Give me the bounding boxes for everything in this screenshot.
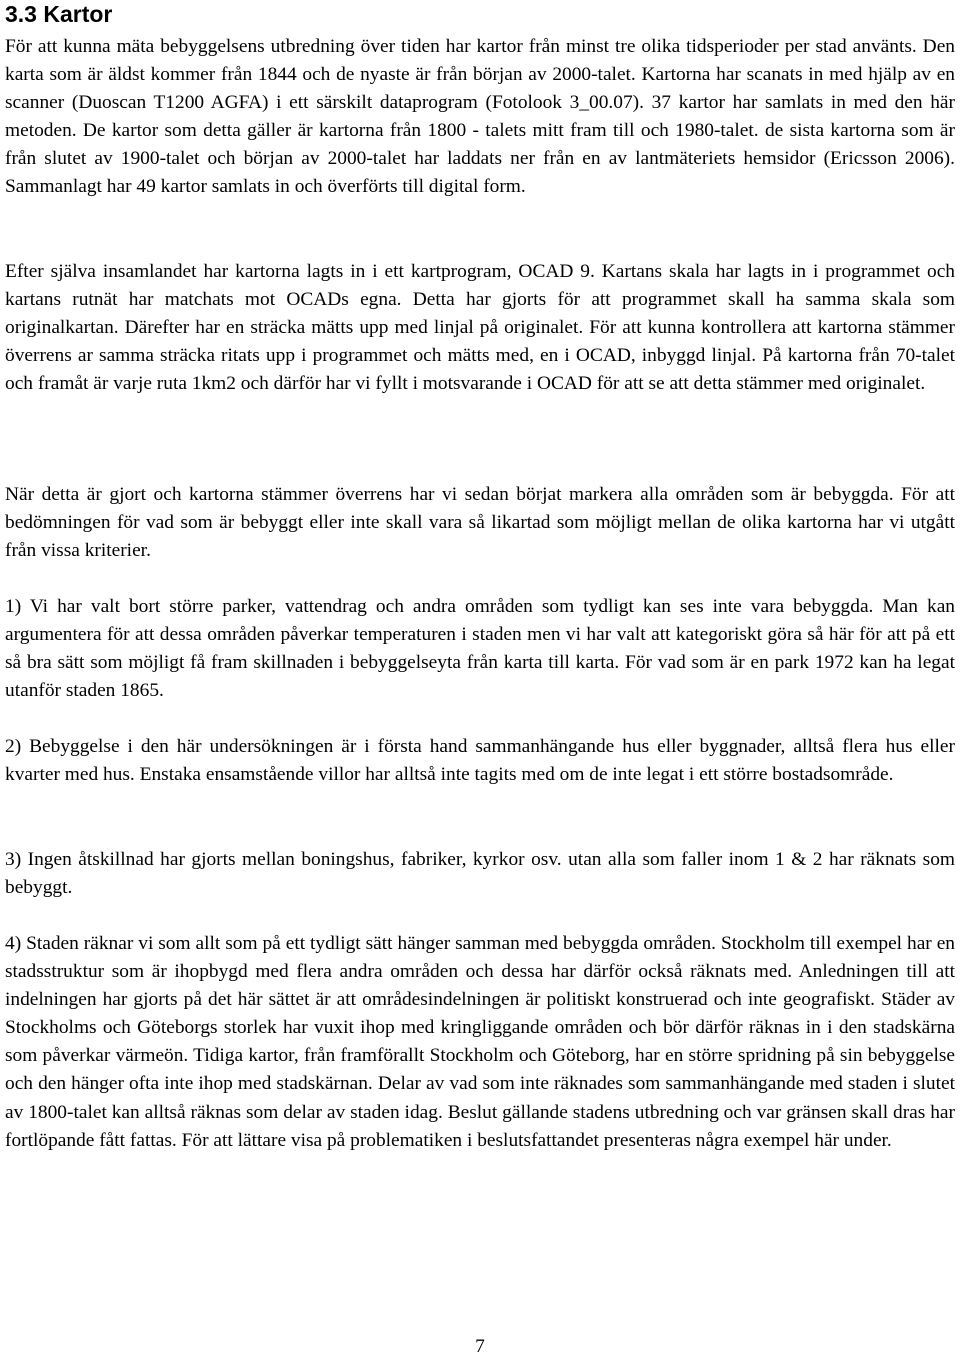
section-heading: 3.3 Kartor	[5, 1, 113, 27]
paragraph-ocad-processing: Efter själva insamlandet har kartorna lagts in i ett kartprogram, OCAD 9. Kartans skala har lagts in i programmet och kartans rutnät har matchats mot OCADs egna. Detta har gjorts för att programmet skall ha samma skala som originalkartan. Därefter har en sträcka mätts upp med linjal på originalet. För att kunna kontrollera att kartorna stämmer överrens ar samma sträcka ritats upp i programmet och mätts med, en i OCAD, inbyggd linjal. På kartorna från 70-talet och framåt är varje ruta 1km2 och därför har vi fyllt i motsvarande i OCAD för att se att detta stämmer med originalet.	[5, 261, 955, 395]
paragraph-criterion-4: 4) Staden räknar vi som allt som på ett tydligt sätt hänger samman med bebyggda områden. Stockholm till exempel har en stadsstruktur som är ihopbygd med flera andra områden och dessa har därför också räknats med. Anledningen till att indelningen har gjorts på det här sättet är att områdesindelningen är politiskt konstruerad och inte geografiskt. Städer av Stockholms och Göteborgs storlek har vuxit ihop med kringliggande områden och bör därför räknas in i den stadskärna som påverkar värmeön. Tidiga kartor, från framförallt Stockholm och Göteborg, har en större spridning på sin bebyggelse och den hänger ofta inte ihop med stadskärnan. Delar av vad som inte räknades som sammanhängande med staden i slutet av 1800-talet kan alltså räknas som delar av staden idag. Beslut gällande stadens utbredning och var gränsen skall dras har fortlöpande fått fattas. För att lättare visa på problematiken i beslutsfattandet presenteras några exempel här under.	[5, 933, 955, 1151]
page-number: 7	[475, 1336, 485, 1357]
paragraph-map-collection: För att kunna mäta bebyggelsens utbredning över tiden har kartor från minst tre olika tidsperioder per stad använts. Den karta som är äldst kommer från 1844 och de nyaste är från början av 2000-talet. Kartorna har scanats in med hjälp av en scanner (Duoscan T1200 AGFA) i ett särskilt dataprogram (Fotolook 3_00.07). 37 kartor har samlats in med den här metoden. De kartor som detta gäller är kartorna från 1800 - talets mitt fram till och 1980-talet. de sista kartorna som är från slutet av 1900-talet och början av 2000-talet har laddats ner från en av lantmäteriets hemsidor (Ericsson 2006). Sammanlagt har 49 kartor samlats in och överförts till digital form.	[5, 36, 955, 198]
paragraph-criterion-1: 1) Vi har valt bort större parker, vattendrag och andra områden som tydligt kan ses inte vara bebyggda. Man kan argumentera för att dessa områden påverkar temperaturen i staden men vi har valt att kategoriskt göra så här för att på ett så bra sätt som möjligt få fram skillnaden i bebyggelseyta från karta till karta. För vad som är en park 1972 kan ha legat utanför staden 1865.	[5, 596, 955, 702]
document-page	[5, 0, 955, 1362]
paragraph-criterion-2: 2) Bebyggelse i den här undersökningen är i första hand sammanhängande hus eller byggnader, alltså flera hus eller kvarter med hus. Enstaka ensamstående villor har alltså inte tagits med om de inte legat i ett större bostadsområde.	[5, 736, 955, 786]
paragraph-criterion-3: 3) Ingen åtskillnad har gjorts mellan boningshus, fabriker, kyrkor osv. utan alla som faller inom 1 & 2 har räknats som bebyggt.	[5, 849, 955, 899]
paragraph-criteria-intro: När detta är gjort och kartorna stämmer överrens har vi sedan börjat markera alla områden som är bebyggda. För att bedömningen för vad som är bebyggt eller inte skall vara så likartad som möjligt mellan de olika kartorna har vi utgått från vissa kriterier.	[5, 484, 955, 562]
